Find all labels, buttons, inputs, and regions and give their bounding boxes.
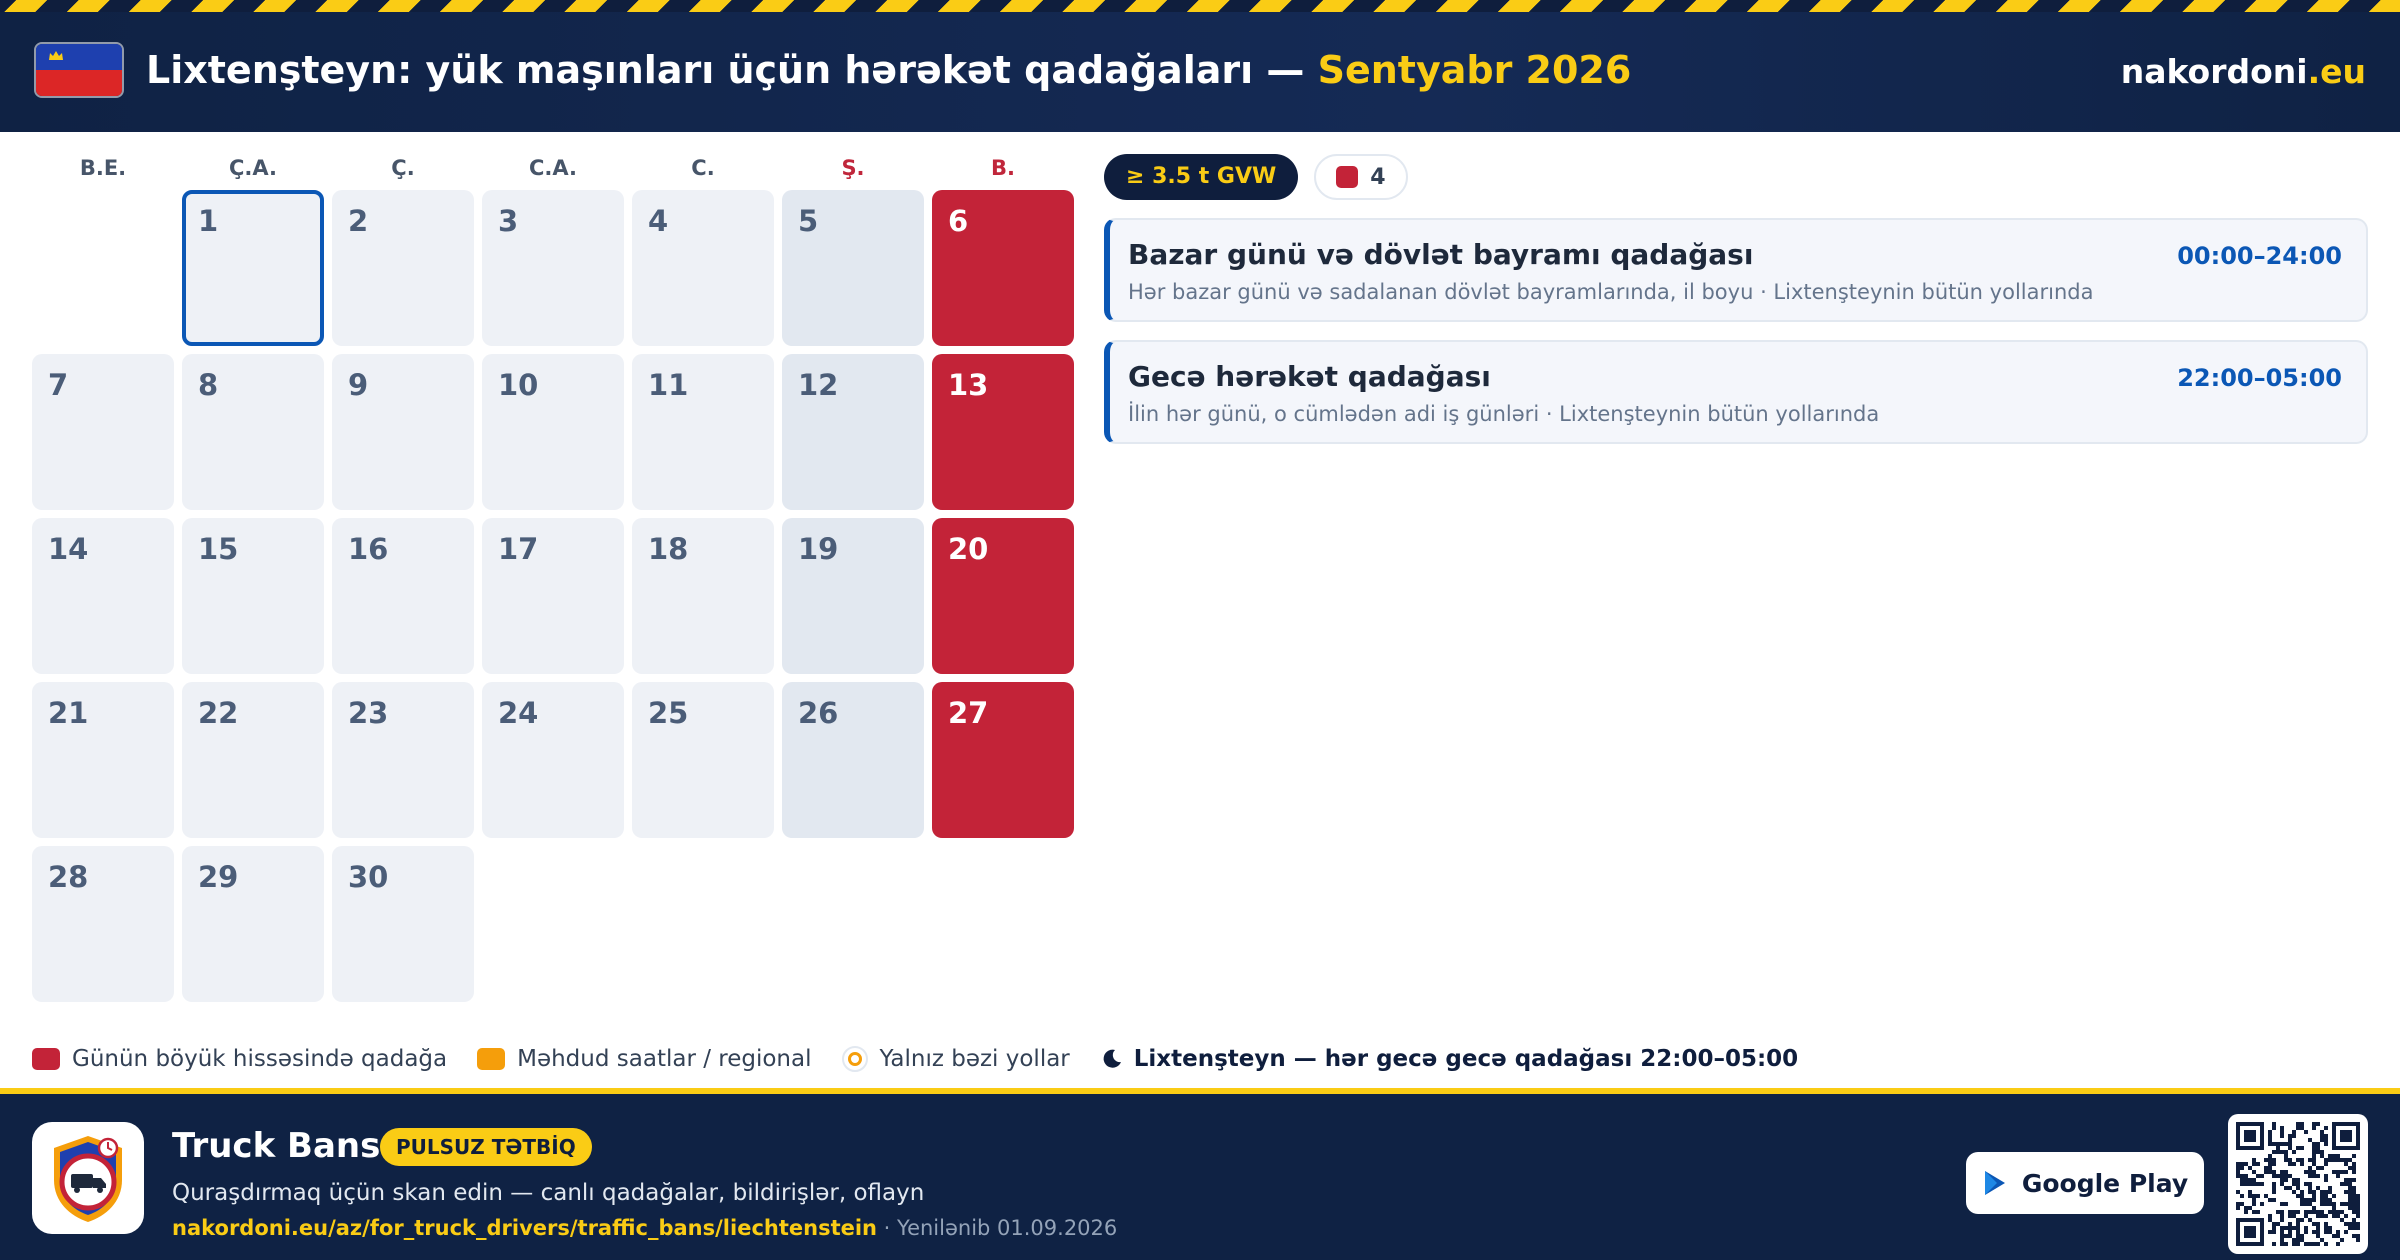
calendar-day[interactable]: 23	[332, 682, 474, 838]
truck-bans-app-icon[interactable]	[32, 1122, 144, 1234]
legend-item-some-roads	[842, 1046, 1070, 1072]
app-url-link[interactable]: nakordoni.eu/az/for_truck_drivers/traffic_bans/liechtenstein	[172, 1216, 877, 1240]
weekday-label: Ç.A.	[228, 156, 277, 180]
legend-item-night	[1100, 1046, 1798, 1072]
legend-label: Lixtenşteyn — hər gecə gecə qadağası 22:00–05:00	[1133, 1046, 1799, 1072]
qr-code-icon[interactable]	[2228, 1114, 2368, 1254]
legend	[32, 1044, 1828, 1074]
rule-card-sunday[interactable]	[1104, 218, 2368, 322]
ban-count-value: 4	[1370, 164, 1386, 190]
calendar-day[interactable]: 1	[182, 190, 324, 346]
calendar-day[interactable]: 30	[332, 846, 474, 1002]
calendar-day[interactable]: 25	[632, 682, 774, 838]
rule-description: İlin hər günü, o cümlədən adi iş günləri · Lixtenşteynin bütün yollarında	[1128, 402, 1880, 426]
legend-label: Məhdud saatlar / regional	[517, 1046, 812, 1072]
rule-time: 00:00–24:00	[2177, 242, 2342, 270]
legend-label: Günün böyük hissəsində qadağa	[72, 1046, 448, 1072]
legend-item-full-day	[32, 1046, 447, 1072]
calendar-day-ban[interactable]: 13	[932, 354, 1074, 510]
calendar-day[interactable]: 10	[482, 354, 624, 510]
calendar-day[interactable]: 16	[332, 518, 474, 674]
calendar-day[interactable]: 19	[782, 518, 924, 674]
app-promo-footer	[0, 1088, 2400, 1260]
calendar-day-ban[interactable]: 6	[932, 190, 1074, 346]
weekday-label: Ş.	[841, 156, 865, 180]
google-play-button[interactable]	[1966, 1152, 2204, 1214]
calendar-day[interactable]: 3	[482, 190, 624, 346]
calendar-day[interactable]: 22	[182, 682, 324, 838]
orange-swatch-icon	[477, 1048, 505, 1070]
ring-icon	[842, 1046, 868, 1072]
legend-item-limited	[477, 1046, 811, 1072]
calendar-grid	[32, 190, 1072, 1002]
calendar-day[interactable]: 21	[32, 682, 174, 838]
calendar-day[interactable]: 26	[782, 682, 924, 838]
weekday-label: C.	[691, 156, 715, 180]
calendar-day[interactable]: 28	[32, 846, 174, 1002]
calendar-day-ban[interactable]: 20	[932, 518, 1074, 674]
moon-icon	[1100, 1047, 1124, 1071]
weekday-label: C.A.	[528, 156, 577, 180]
app-link-line	[172, 1216, 1117, 1240]
rule-title: Gecə hərəkət qadağası	[1128, 360, 1491, 393]
calendar-day[interactable]: 15	[182, 518, 324, 674]
calendar-empty-cell	[32, 190, 174, 346]
calendar-day[interactable]: 2	[332, 190, 474, 346]
weekday-label: B.	[991, 156, 1015, 180]
calendar-day[interactable]: 18	[632, 518, 774, 674]
calendar-day[interactable]: 8	[182, 354, 324, 510]
red-swatch-icon	[32, 1048, 60, 1070]
weekday-label: B.E.	[79, 156, 127, 180]
hazard-stripe	[0, 0, 2400, 12]
brand-tld: .eu	[2307, 52, 2366, 91]
calendar-day[interactable]: 5	[782, 190, 924, 346]
calendar-day[interactable]: 14	[32, 518, 174, 674]
weekday-header	[32, 150, 1072, 186]
google-play-label: Google Play	[2021, 1168, 2189, 1198]
rule-card-night[interactable]	[1104, 340, 2368, 444]
legend-label: Yalnız bəzi yollar	[879, 1046, 1070, 1072]
page-title	[146, 48, 1631, 92]
liechtenstein-flag-icon	[34, 42, 124, 98]
filter-chips	[1104, 154, 1408, 200]
calendar-day[interactable]: 17	[482, 518, 624, 674]
header-bar	[0, 12, 2400, 132]
page-title-main: Lixtenşteyn: yük maşınları üçün hərəkət qadağaları —	[146, 48, 1318, 92]
ban-count-chip[interactable]	[1314, 154, 1407, 200]
weight-filter-chip[interactable]: ≥ 3.5 t GVW	[1104, 154, 1298, 200]
ban-color-swatch	[1336, 166, 1358, 188]
brand-name: nakordoni	[2120, 52, 2308, 91]
calendar-day[interactable]: 9	[332, 354, 474, 510]
calendar-day[interactable]: 11	[632, 354, 774, 510]
calendar-day[interactable]: 24	[482, 682, 624, 838]
calendar-day[interactable]: 29	[182, 846, 324, 1002]
calendar-day[interactable]: 7	[32, 354, 174, 510]
updated-date: · Yenilənib 01.09.2026	[877, 1216, 1118, 1240]
brand-logo[interactable]	[2121, 52, 2366, 91]
rule-title: Bazar günü və dövlət bayramı qadağası	[1128, 238, 1754, 271]
page-title-month: Sentyabr 2026	[1317, 48, 1632, 92]
calendar-day[interactable]: 4	[632, 190, 774, 346]
calendar-day-ban[interactable]: 27	[932, 682, 1074, 838]
weekday-label: Ç.	[391, 156, 415, 180]
rule-time: 22:00–05:00	[2177, 364, 2342, 392]
rule-description: Hər bazar günü və sadalanan dövlət bayramlarında, il boyu · Lixtenşteynin bütün yollarında	[1128, 280, 2094, 304]
free-app-badge: PULSUZ TƏTBİQ	[380, 1128, 592, 1166]
calendar	[32, 150, 1072, 1002]
calendar-day[interactable]: 12	[782, 354, 924, 510]
app-name: Truck Bans	[172, 1126, 381, 1166]
app-description: Quraşdırmaq üçün skan edin — canlı qadağalar, bildirişlər, oflayn	[172, 1180, 925, 1206]
google-play-icon	[1982, 1169, 2008, 1197]
